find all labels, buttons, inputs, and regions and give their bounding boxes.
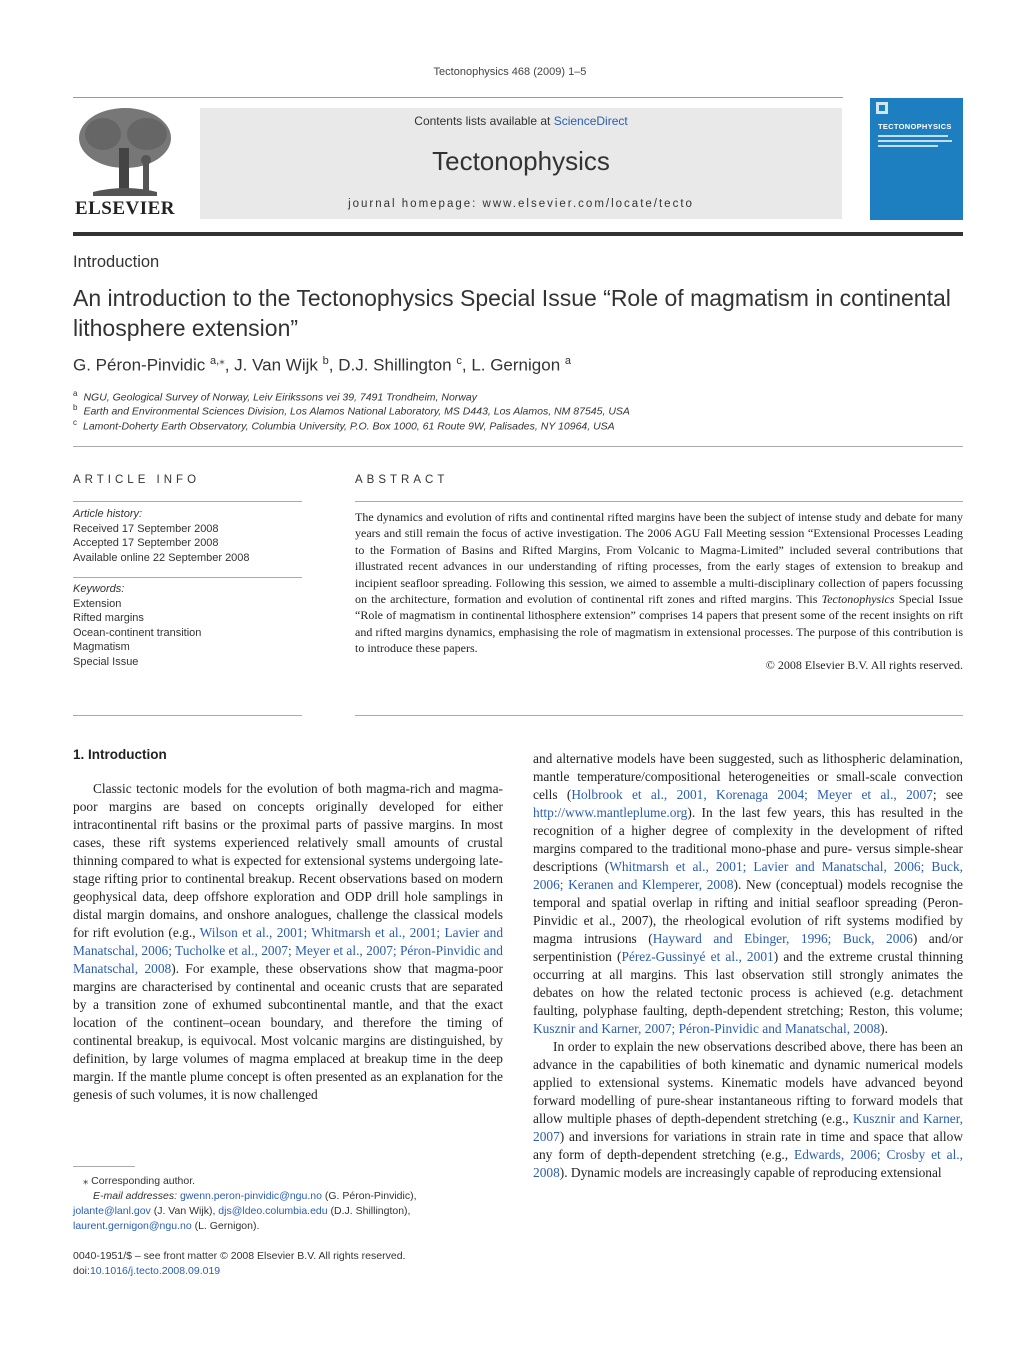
email-link[interactable]: jolante@lanl.gov bbox=[73, 1205, 151, 1217]
text-segment: ) and/or serpentinistion ( bbox=[533, 931, 963, 964]
citation-link[interactable]: http://www.mantleplume.org bbox=[533, 805, 688, 820]
elsevier-logo bbox=[73, 104, 177, 220]
publisher-name: ELSEVIER bbox=[74, 198, 176, 219]
text-segment: ; see bbox=[932, 787, 964, 802]
sciencedirect-link[interactable]: ScienceDirect bbox=[553, 114, 628, 128]
affiliation: $^b$ Earth and Environmental Sciences Division, Los Alamos National Laboratory, MS D443, Los Alamos, NM 87545, USA bbox=[73, 403, 630, 418]
divider bbox=[73, 446, 963, 447]
keyword: Rifted margins bbox=[73, 612, 144, 625]
text-segment: ). New (conceptual) models recognise the temporal and spatial overlap in rifting and initial seafloor spreading (Peron-Pinvidic et al., 2007), the rheological evolution of rift systems modified by magma intrusions ( bbox=[533, 877, 964, 946]
abstract-heading: ABSTRACT bbox=[355, 474, 449, 486]
front-matter: 0040-1951/$ – see front matter © 2008 Elsevier B.V. All rights reserved. doi:10.1016/j.tecto.2008.09.019 bbox=[73, 1250, 406, 1277]
running-header: Tectonophysics 468 (2009) 1–5 bbox=[433, 66, 587, 78]
journal-homepage[interactable]: journal homepage: www.elsevier.com/locate/tecto bbox=[348, 198, 694, 210]
cover-title: TECTONOPHYSICS bbox=[878, 122, 952, 131]
footnote-rule bbox=[73, 1166, 135, 1167]
author-sup[interactable]: c bbox=[456, 355, 462, 367]
citation-link[interactable]: Whitmarsh et al., 2001; Lavier and Manatschal, 2006; Buck, 2006; Keranen and Klemperer, 2008 bbox=[533, 859, 963, 892]
author-name[interactable]: G. Péron-Pinvidic bbox=[73, 355, 206, 375]
article-title: An introduction to the Tectonophysics Special Issue “Role of magmatism in continental lithosphere extension” bbox=[73, 285, 951, 341]
paragraph bbox=[73, 780, 503, 1104]
text-segment: ). In the last few years, this has resulted in the recognition of a higher degree of complexity in the development of rifted margins compared to the traditional mono-phase and pure- versus simple-shear descriptions ( bbox=[533, 805, 963, 874]
cover-line bbox=[878, 145, 938, 147]
section-heading: 1. Introduction bbox=[73, 747, 167, 762]
divider bbox=[73, 501, 302, 502]
paragraph bbox=[533, 750, 963, 1038]
citation-link[interactable]: Pérez-Gussinyé et al., 2001 bbox=[621, 949, 774, 964]
email-link[interactable]: gwenn.peron-pinvidic@ngu.no bbox=[179, 1190, 322, 1202]
author-sup[interactable]: a bbox=[564, 355, 572, 367]
affiliation: $^c$ Lamont-Doherty Earth Observatory, Columbia University, P.O. Box 1000, 61 Route 9W, Palisades, NY 10964, USA bbox=[73, 418, 615, 433]
email-link[interactable]: djs@ldeo.columbia.edu bbox=[218, 1205, 328, 1217]
journal-banner bbox=[200, 108, 842, 219]
divider bbox=[355, 501, 963, 502]
text-segment: Classic tectonic models for the evolution of both magma-rich and magma-poor margins are based on concepts originally developed for either intracontinental rift basins or the proximal parts of passive margins. In most cases, these rift systems experienced relatively small amounts of crustal thinning compared to what is expected for extensional systems undergoing late-stage rifting prior to continental breakup. Recent observations based on modern geophysical data, deep offshore exploration and ODP drill hole samplings in distal margin domains, and onshore analogues, challenge the classical models for rift evolution (e.g., bbox=[73, 781, 503, 940]
keyword: Special Issue bbox=[73, 655, 139, 668]
cover-logo-icon bbox=[876, 102, 888, 114]
citation-link[interactable]: Edwards, 2006; Crosby et al., 2008 bbox=[533, 1147, 963, 1180]
text-segment: ). Dynamic models are increasingly capable of reproducing extensional bbox=[559, 1165, 942, 1180]
keyword: Extension bbox=[73, 597, 122, 610]
divider bbox=[355, 715, 963, 716]
text-segment: ). bbox=[880, 1021, 888, 1036]
article-section: Introduction bbox=[73, 253, 160, 271]
text-segment: In order to explain the new observations described above, there has been an advance in the capabilities of both kinematic and dynamic numerical models applied to extensional systems. Kinematic models have advanced beyond forward modelling of pure-shear instantaneous rifting to forward models that allow multiple phases of depth-dependent stretching (e.g., bbox=[533, 1039, 963, 1126]
keyword: Magmatism bbox=[73, 641, 130, 654]
author-name[interactable]: D.J. Shillington bbox=[338, 355, 452, 375]
footnote: ⁎ Corresponding author. E-mail addresses: gwenn.peron-pinvidic@ngu.no (G. Péron-Pinvidic), jolante@lanl.gov (J. Van Wijk), djs@ldeo.columbia.edu (D.J. Shillington), laurent.gernigon@ngu.no (L. Gernigon). bbox=[73, 1175, 417, 1232]
keyword: Ocean-continent transition bbox=[73, 626, 202, 639]
paragraph bbox=[533, 1038, 963, 1182]
citation-link[interactable]: Holbrook et al., 2001, Korenaga 2004; Meyer et al., 2007 bbox=[571, 787, 933, 802]
journal-title: Tectonophysics bbox=[432, 146, 610, 176]
divider bbox=[73, 715, 302, 716]
text-segment: ) and inversions for variations in strain rate in time and space that allow any form of depth-dependent stretching (e.g., bbox=[533, 1129, 963, 1162]
cover-line bbox=[878, 135, 948, 137]
email-link[interactable]: laurent.gernigon@ngu.no bbox=[73, 1220, 192, 1232]
body-right-column bbox=[533, 750, 963, 1182]
text-segment: ) and the extreme crustal thinning occurring at all margins. This last observation still strongly animates the debates on how the related tectonic process is achieved (e.g. detachment faulting, polyphase faulting, depth-dependent stretching; Reston, this volume; bbox=[533, 949, 964, 1018]
text-segment: ). For example, these observations show that magma-poor margins are characterised by continental and oceanic crusts that are separated by a transition zone of exhumed subcontinental mantle, and that the exact location of the continent–ocean boundary, and therefore the timing of continental breakup, is equivocal. Most volcanic margins are distinguished, by definition, by large volumes of magma emplaced at breakup time in the deep margin. If the mantle plume concept is often presented as an explanation for the genesis of such volumes, it is now challenged bbox=[73, 961, 503, 1102]
author-list: G. Péron-Pinvidic $^{a,⁎}$, J. Van Wijk $^b$, D.J. Shillington $^c$, L. Gernigon $^a$ bbox=[73, 355, 572, 375]
text-segment: and alternative models have been suggested, such as lithospheric delamination, mantle temperature/compositional heterogeneities or small-scale convection cells ( bbox=[533, 751, 963, 802]
keywords: Keywords: Extension Rifted margins Ocean-continent transition Magmatism Special Issue bbox=[73, 582, 303, 670]
article-history: Article history: Received 17 September 2008 Accepted 17 September 2008 Available online 22 September 2008 bbox=[73, 508, 250, 564]
contents-line: Contents lists available at ScienceDirect bbox=[414, 114, 628, 128]
author-name[interactable]: L. Gernigon bbox=[471, 355, 561, 375]
doi-link[interactable]: 10.1016/j.tecto.2008.09.019 bbox=[89, 1265, 221, 1277]
citation-link[interactable]: Kusznir and Karner, 2007; Péron-Pinvidic and Manatschal, 2008 bbox=[533, 1021, 881, 1036]
citation-link[interactable]: Wilson et al., 2001; Whitmarsh et al., 2001; Lavier and Manatschal, 2006; Tucholke et al., 2007; Meyer et al., 2007; Péron-Pinvidic and Manatschal, 2008 bbox=[73, 925, 504, 976]
body-left-column bbox=[73, 746, 503, 1104]
abstract-text: The dynamics and evolution of rifts and continental rifted margins have been the subject of intense study and debate for many years and still remain the focus of active investigation. The 2006 AGU Fall Meeting session “Extensional Processes Leading to the Formation of Basins and Rifted Margins, From Volcanic to Magma-Limited” included several contributions that illustrated recent advances in our understanding of rifting processes, from the early stages of extension to breakup and incipient seafloor spreading. Following this session, we aimed to assemble a multi-disciplinary collection of papers focussing on the architecture, formation and evolution of continental rift zones and rifted margins. This Tectonophysics Special Issue “Role of magmatism in continental lithosphere extension” comprises 14 papers that present some of the recent insights on rift and rifted margins dynamics, emphasising the role of magmatism in extensional processes. The purpose of this contribution is to introduce these papers. © 2008 Elsevier B.V. All rights reserved. bbox=[355, 510, 963, 672]
journal-cover bbox=[870, 98, 963, 220]
author-name[interactable]: J. Van Wijk bbox=[234, 355, 318, 375]
citation-link[interactable]: Hayward and Ebinger, 1996; Buck, 2006 bbox=[652, 931, 913, 946]
divider bbox=[73, 577, 302, 578]
copyright: © 2008 Elsevier B.V. All rights reserved. bbox=[765, 657, 963, 672]
header-bottom-rule bbox=[73, 232, 963, 236]
article-info-heading: ARTICLE INFO bbox=[73, 474, 201, 486]
affiliation: $^a$ NGU, Geological Survey of Norway, Leiv Eirikssons vei 39, 7491 Trondheim, Norway bbox=[73, 389, 477, 404]
author-sup[interactable]: b bbox=[322, 355, 329, 367]
cover-line bbox=[878, 140, 952, 142]
author-sup[interactable]: a,⁎ bbox=[210, 355, 225, 367]
header-top-rule bbox=[73, 97, 843, 98]
citation-link[interactable]: Kusznir and Karner, 2007 bbox=[533, 1111, 963, 1144]
